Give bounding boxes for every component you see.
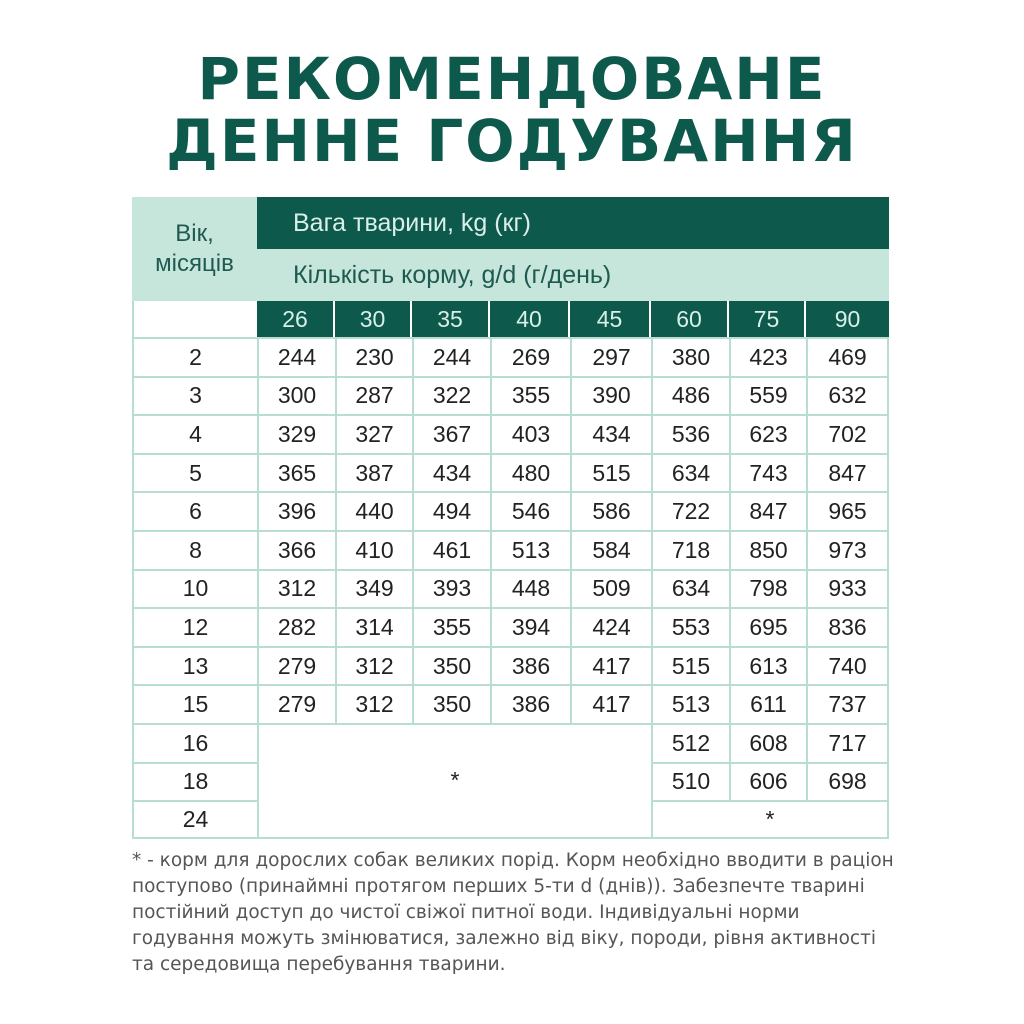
value-cell: 314 xyxy=(335,607,412,646)
value-cell: 440 xyxy=(335,491,412,530)
value-cell: 461 xyxy=(412,530,490,569)
age-column-header xyxy=(132,197,257,301)
weight-cell: 30 xyxy=(335,301,412,337)
value-cell: 584 xyxy=(570,530,651,569)
value-cell: 350 xyxy=(412,684,490,723)
value-cell: 740 xyxy=(806,646,889,685)
age-cell: 12 xyxy=(132,607,257,646)
age-cell: 6 xyxy=(132,491,257,530)
value-cell: 613 xyxy=(729,646,806,685)
value-cell: 469 xyxy=(806,337,889,376)
value-cell: 611 xyxy=(729,684,806,723)
value-cell: 386 xyxy=(490,646,570,685)
value-cell: 297 xyxy=(570,337,651,376)
age-cell: 24 xyxy=(132,800,257,839)
value-cell: 279 xyxy=(257,684,335,723)
value-cell: 350 xyxy=(412,646,490,685)
value-cell: 282 xyxy=(257,607,335,646)
page-title-line-1: РЕКОМЕНДОВАНЕ xyxy=(197,45,827,113)
value-cell: 312 xyxy=(257,569,335,608)
footnote: * - корм для дорослих собак великих порід. Корм необхідно вводити в раціон поступово (принаймні протягом перших 5-ти d (днів)). Забезпечте тварині постійний доступ до чистої свіжої питної води. Індивідуальні норми годування можуть змінюватися, залежно від віку, породи, рівня активності та середовища перебування тварини. xyxy=(132,850,894,975)
age-cell: 13 xyxy=(132,646,257,685)
age-header-line-1: Вік, xyxy=(175,220,214,247)
age-header-line-2: місяців xyxy=(155,250,234,277)
value-cell: 743 xyxy=(729,453,806,492)
value-cell: 510 xyxy=(651,762,729,801)
value-cell: 480 xyxy=(490,453,570,492)
value-cell: 536 xyxy=(651,414,729,453)
value-cell: 355 xyxy=(490,376,570,415)
value-cell: 355 xyxy=(412,607,490,646)
value-cell: 509 xyxy=(570,569,651,608)
value-cell: 512 xyxy=(651,723,729,762)
amount-header: Кількість корму, g/d (г/день) xyxy=(257,249,889,301)
value-cell: 417 xyxy=(570,646,651,685)
value-cell: 634 xyxy=(651,453,729,492)
value-cell: 634 xyxy=(651,569,729,608)
weight-cell: 90 xyxy=(806,301,889,337)
value-cell: 244 xyxy=(412,337,490,376)
value-cell: 695 xyxy=(729,607,806,646)
value-cell: 798 xyxy=(729,569,806,608)
value-cell: 836 xyxy=(806,607,889,646)
age-cell: 3 xyxy=(132,376,257,415)
value-cell: 287 xyxy=(335,376,412,415)
value-cell: 973 xyxy=(806,530,889,569)
value-cell: 559 xyxy=(729,376,806,415)
weight-cell: 40 xyxy=(490,301,570,337)
value-cell: 410 xyxy=(335,530,412,569)
value-cell: 403 xyxy=(490,414,570,453)
age-header-spacer xyxy=(132,301,257,337)
weight-cell: 75 xyxy=(729,301,806,337)
value-cell: 312 xyxy=(335,646,412,685)
value-cell: 546 xyxy=(490,491,570,530)
age-cell: 16 xyxy=(132,723,257,762)
value-cell: 386 xyxy=(490,684,570,723)
value-cell: 847 xyxy=(729,491,806,530)
value-cell: 434 xyxy=(570,414,651,453)
value-cell: 365 xyxy=(257,453,335,492)
value-cell: 244 xyxy=(257,337,335,376)
value-cell: 632 xyxy=(806,376,889,415)
value-cell: 327 xyxy=(335,414,412,453)
adult-food-merged-cell-2: * xyxy=(651,800,889,839)
value-cell: 390 xyxy=(570,376,651,415)
value-cell: 396 xyxy=(257,491,335,530)
weight-cell: 26 xyxy=(257,301,335,337)
value-cell: 553 xyxy=(651,607,729,646)
value-cell: 417 xyxy=(570,684,651,723)
age-cell: 18 xyxy=(132,762,257,801)
value-cell: 494 xyxy=(412,491,490,530)
value-cell: 515 xyxy=(651,646,729,685)
value-cell: 434 xyxy=(412,453,490,492)
value-cell: 847 xyxy=(806,453,889,492)
value-cell: 608 xyxy=(729,723,806,762)
page-title-line-2: ДЕННЕ ГОДУВАННЯ xyxy=(166,107,858,175)
value-cell: 850 xyxy=(729,530,806,569)
age-cell: 2 xyxy=(132,337,257,376)
age-cell: 15 xyxy=(132,684,257,723)
value-cell: 702 xyxy=(806,414,889,453)
value-cell: 513 xyxy=(490,530,570,569)
value-cell: 387 xyxy=(335,453,412,492)
weight-cell: 60 xyxy=(651,301,729,337)
value-cell: 586 xyxy=(570,491,651,530)
value-cell: 718 xyxy=(651,530,729,569)
value-cell: 737 xyxy=(806,684,889,723)
value-cell: 717 xyxy=(806,723,889,762)
value-cell: 322 xyxy=(412,376,490,415)
weight-cell: 45 xyxy=(570,301,651,337)
value-cell: 394 xyxy=(490,607,570,646)
value-cell: 393 xyxy=(412,569,490,608)
age-cell: 8 xyxy=(132,530,257,569)
age-cell: 10 xyxy=(132,569,257,608)
value-cell: 367 xyxy=(412,414,490,453)
value-cell: 424 xyxy=(570,607,651,646)
adult-food-merged-cell-1: * xyxy=(257,723,651,839)
value-cell: 423 xyxy=(729,337,806,376)
value-cell: 965 xyxy=(806,491,889,530)
age-cell: 4 xyxy=(132,414,257,453)
value-cell: 513 xyxy=(651,684,729,723)
value-cell: 486 xyxy=(651,376,729,415)
value-cell: 300 xyxy=(257,376,335,415)
value-cell: 279 xyxy=(257,646,335,685)
weight-cell: 35 xyxy=(412,301,490,337)
value-cell: 515 xyxy=(570,453,651,492)
value-cell: 366 xyxy=(257,530,335,569)
value-cell: 312 xyxy=(335,684,412,723)
weight-header: Вага тварини, kg (кг) xyxy=(257,197,889,249)
value-cell: 722 xyxy=(651,491,729,530)
value-cell: 448 xyxy=(490,569,570,608)
value-cell: 349 xyxy=(335,569,412,608)
value-cell: 933 xyxy=(806,569,889,608)
value-cell: 269 xyxy=(490,337,570,376)
value-cell: 606 xyxy=(729,762,806,801)
age-cell: 5 xyxy=(132,453,257,492)
value-cell: 329 xyxy=(257,414,335,453)
value-cell: 380 xyxy=(651,337,729,376)
value-cell: 698 xyxy=(806,762,889,801)
value-cell: 623 xyxy=(729,414,806,453)
value-cell: 230 xyxy=(335,337,412,376)
feeding-table xyxy=(132,197,889,839)
